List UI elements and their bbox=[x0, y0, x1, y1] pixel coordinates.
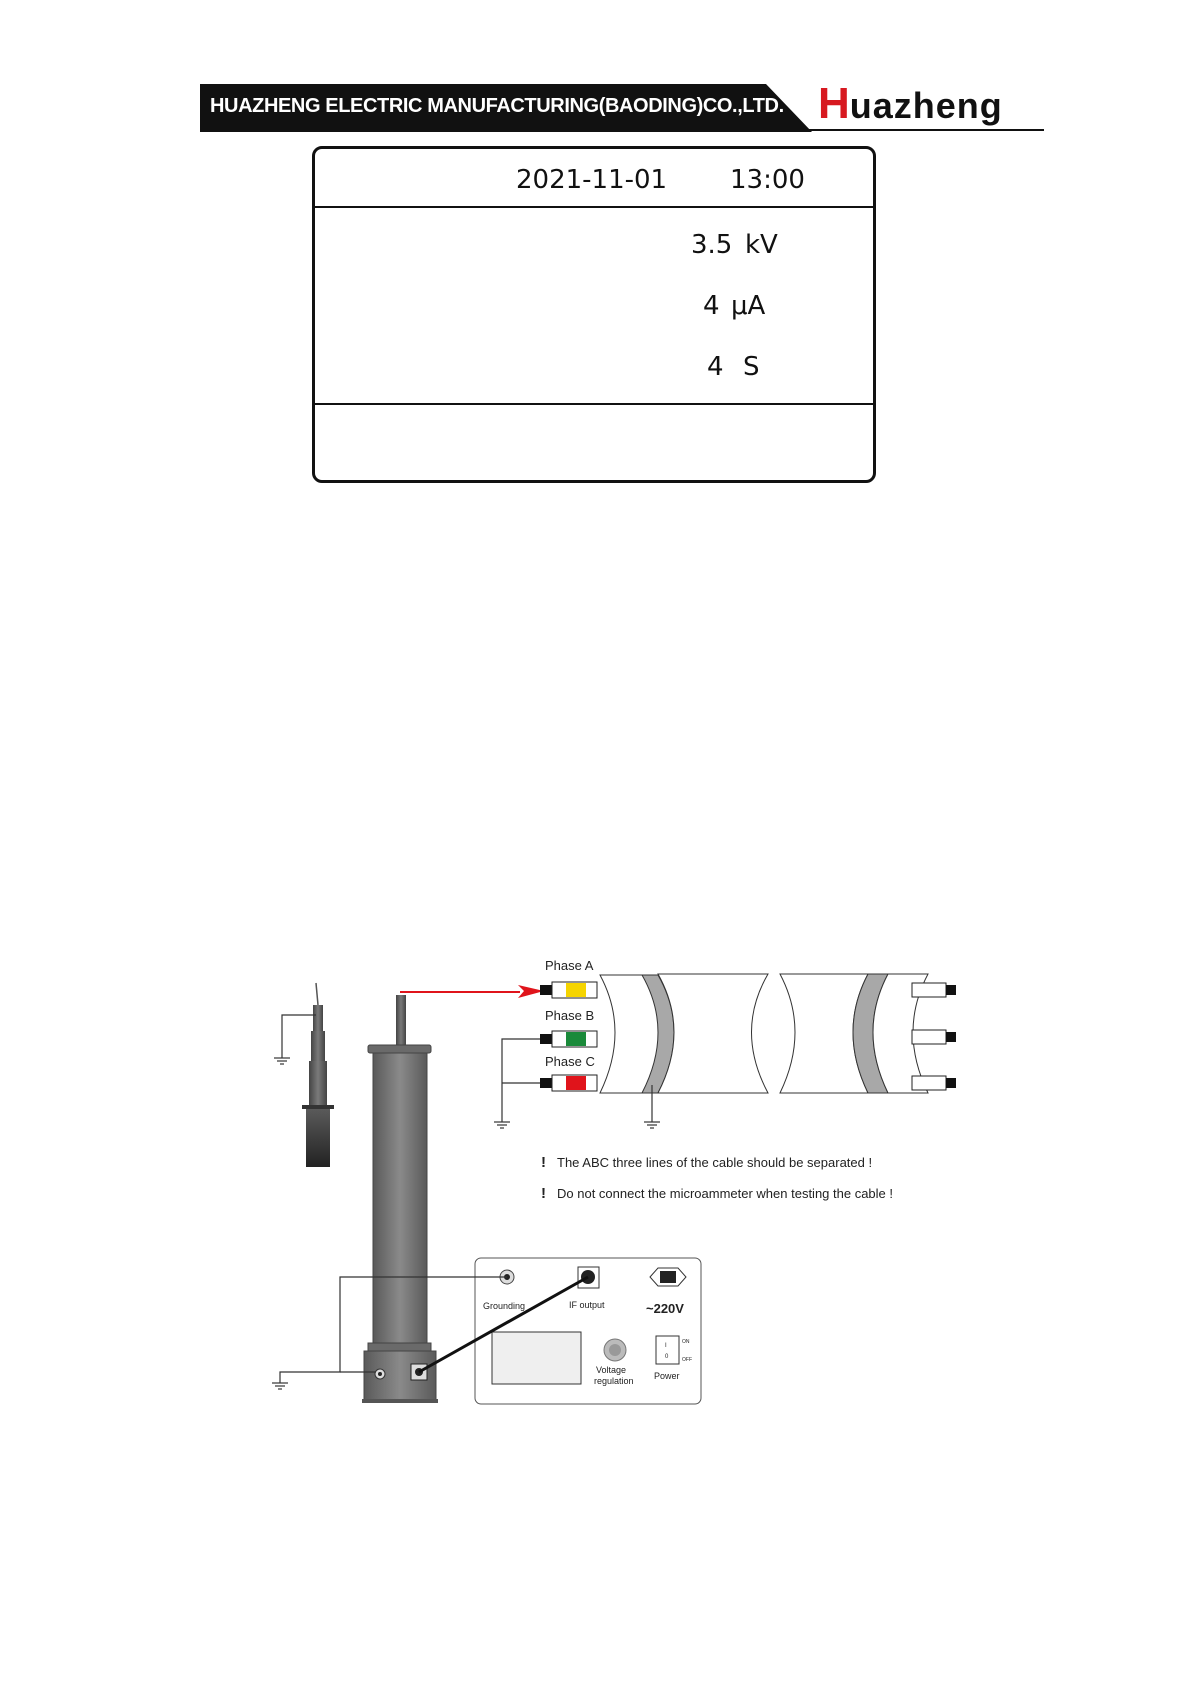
switch-on-label: ON bbox=[682, 1339, 690, 1345]
ground-icon bbox=[494, 1122, 510, 1128]
control-panel bbox=[475, 1258, 701, 1404]
phase-c-label: Phase C bbox=[545, 1054, 595, 1069]
phase-a-connector bbox=[540, 982, 597, 998]
company-header bbox=[200, 79, 1044, 132]
discharge-rod bbox=[274, 983, 334, 1167]
company-name: HUAZHENG ELECTRIC MANUFACTURING(BAODING)CO.,LTD. bbox=[210, 95, 784, 117]
if-output-label: IF output bbox=[569, 1300, 605, 1310]
lcd-bottom-divider bbox=[315, 403, 873, 405]
switch-off-label: OFF bbox=[682, 1357, 692, 1363]
warning-mark: ! bbox=[541, 1185, 546, 1202]
lcd-duration-unit: S bbox=[743, 352, 760, 382]
warning-notes bbox=[541, 1154, 893, 1202]
lcd-voltage-unit: kV bbox=[745, 230, 778, 260]
wiring-diagram bbox=[250, 950, 970, 1410]
lcd-top-divider bbox=[315, 206, 873, 208]
lcd-duration-value: 4 bbox=[707, 352, 724, 382]
ground-icon bbox=[644, 1122, 660, 1128]
lcd-current-value: 4 bbox=[703, 291, 720, 321]
hv-generator bbox=[362, 995, 438, 1403]
switch-o-mark: 0 bbox=[665, 1354, 669, 1360]
lcd-voltage-value: 3.5 bbox=[691, 230, 733, 260]
three-phase-cable bbox=[494, 958, 956, 1128]
lcd-date: 2021-11-01 bbox=[516, 165, 668, 195]
phase-b-label: Phase B bbox=[545, 1008, 595, 1023]
logo-wordmark: uazheng bbox=[849, 85, 1003, 126]
huazheng-logo bbox=[818, 79, 1003, 128]
lcd-time: 13:00 bbox=[730, 165, 805, 195]
warning-note-1: The ABC three lines of the cable should be separated ! bbox=[557, 1155, 873, 1170]
grounding-label: Grounding bbox=[483, 1301, 526, 1311]
ground-icon bbox=[272, 1383, 288, 1389]
phase-b-connector bbox=[540, 1031, 597, 1047]
lcd-display bbox=[312, 146, 876, 483]
warning-mark: ! bbox=[541, 1154, 546, 1171]
voltage-regulation-label-2: regulation bbox=[594, 1376, 634, 1386]
logo-initial: H bbox=[818, 79, 850, 128]
supply-voltage-label: ~220V bbox=[646, 1301, 684, 1316]
hv-lead bbox=[400, 985, 544, 998]
switch-i-mark: I bbox=[665, 1343, 667, 1349]
voltage-regulation-label-1: Voltage bbox=[596, 1365, 627, 1375]
lcd-current-unit: μA bbox=[731, 291, 766, 321]
power-label: Power bbox=[654, 1371, 680, 1381]
phase-c-connector bbox=[540, 1075, 597, 1091]
ground-icon bbox=[274, 1058, 290, 1064]
phase-a-label: Phase A bbox=[545, 958, 594, 973]
warning-note-2: Do not connect the microammeter when testing the cable ! bbox=[557, 1186, 894, 1201]
